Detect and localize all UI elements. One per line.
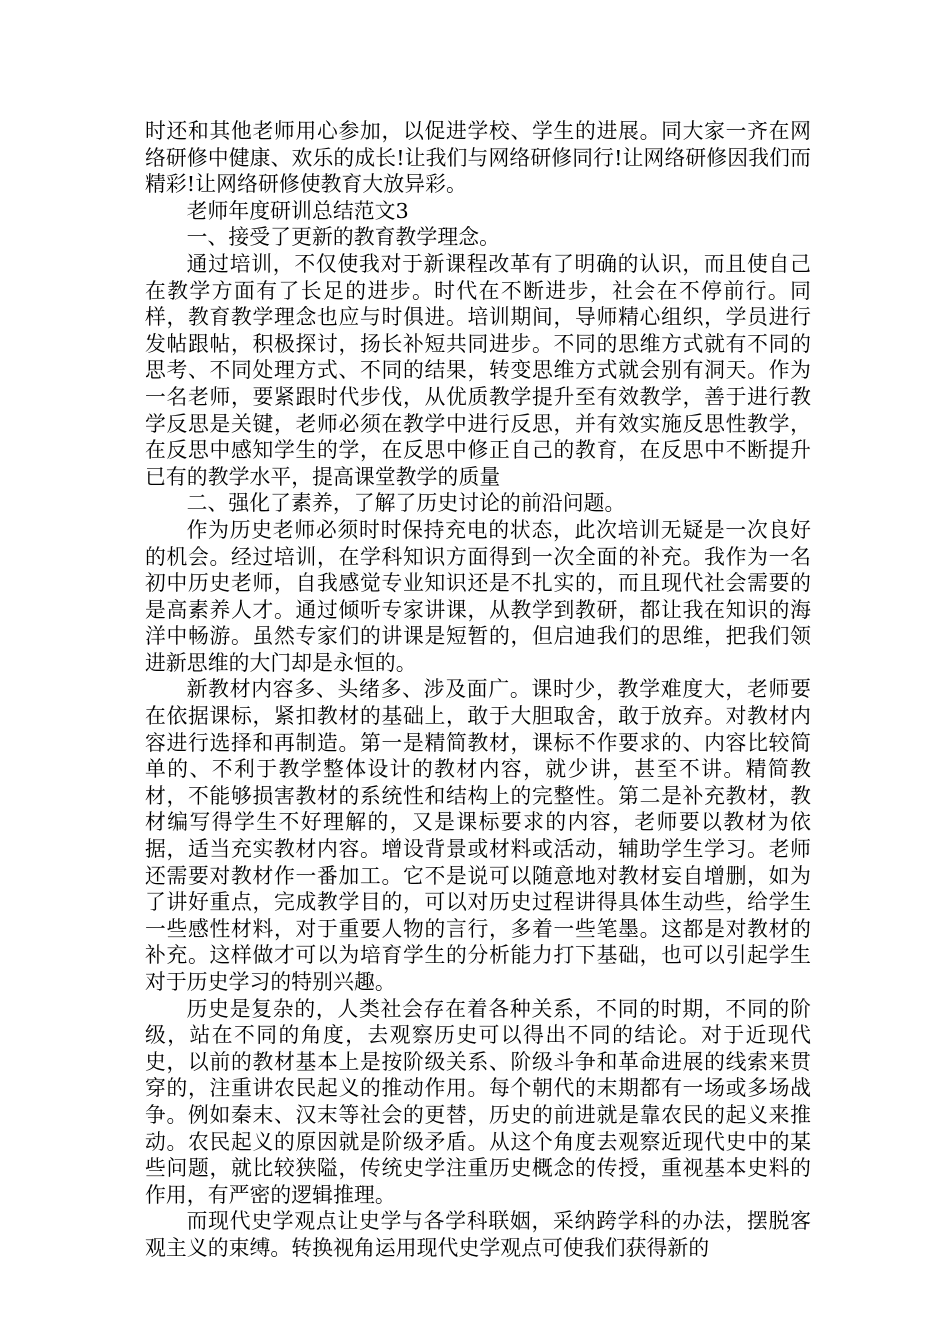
heading-1: 一、接受了更新的教育教学理念。 <box>186 225 501 250</box>
section-title: 老师年度研训总结范文3 <box>186 198 409 223</box>
paragraph-modern-history: 而现代史学观点让史学与各学科联姻，采纳跨学科的办法，摆脱客观主义的束缚。转换视角运用现代史学观点可使我们获得新的 <box>145 1209 811 1260</box>
paragraph-new-textbook: 新教材内容多、头绪多、涉及面广。课时少，教学难度大，老师要在依据课标，紧扣教材的基础上，敢于大胆取舍，敢于放弃。对教材内容进行选择和再制造。第一是精简教材，课标不作要求的、内容比较简单的、不利于教学整体设计的教材内容，就少讲，甚至不讲。精简教材，不能够损害教材的系统性和结构上的完整性。第二是补充教材，教材编写得学生不好理解的，又是课标要求的内容，老师要以教材为依据，适当充实教材内容。增设背景或材料或活动，辅助学生学习。老师还需要对教材作一番加工。它不是说可以随意地对教材妄自增删，如为了讲好重点，完成教学目的，可以对历史过程讲得具体生动些，给学生一些感性材料，对于重要人物的言行，多着一些笔墨。这都是对教材的补充。这样做才可以为培育学生的分析能力打下基础，也可以引起学生对于历史学习的特别兴趣。 <box>145 677 811 994</box>
paragraph-training-reflection: 通过培训，不仅使我对于新课程改革有了明确的认识，而且使自己在教学方面有了长足的进步。时代在不断进步，社会在不停前行。同样，教育教学理念也应与时俱进。培训期间，导师精心组织，学员进行发帖跟帖，积极探讨，扬长补短共同进步。不同的思维方式就有不同的思考、不同处理方式、不同的结果，转变思维方式就会别有洞天。作为一名老师，要紧跟时代步伐，从优质教学提升至有效教学，善于进行教学反思是关键，老师必须在教学中进行反思，并有效实施反思性教学，在反思中感知学生的学，在反思中修正自己的教育，在反思中不断提升已有的教学水平，提高课堂教学的质量 <box>145 251 811 489</box>
document-page <box>145 118 811 1262</box>
paragraph-continuation: 时还和其他老师用心参加，以促进学校、学生的进展。同大家一齐在网络研修中健康、欢乐的成长!让我们与网络研修同行!让网络研修因我们而精彩!让网络研修使教育大放异彩。 <box>145 119 811 197</box>
paragraph-history-teacher: 作为历史老师必须时时保持充电的状态，此次培训无疑是一次良好的机会。经过培训，在学科知识方面得到一次全面的补充。我作为一名初中历史老师，自我感觉专业知识还是不扎实的，而且现代社会需要的是高素养人才。通过倾听专家讲课，从教学到教研，都让我在知识的海洋中畅游。虽然专家们的讲课是短暂的，但启迪我们的思维，把我们领进新思维的大门却是永恒的。 <box>145 517 811 675</box>
paragraph-history-complex: 历史是复杂的，人类社会存在着各种关系，不同的时期，不同的阶级，站在不同的角度，去观察历史可以得出不同的结论。对于近现代史，以前的教材基本上是按阶级关系、阶级斗争和革命进展的线索来贯穿的，注重讲农民起义的推动作用。每个朝代的末期都有一场或多场战争。例如秦末、汉末等社会的更替，历史的前进就是靠农民的起义来推动。农民起义的原因就是阶级矛盾。从这个角度去观察近现代史中的某些问题，就比较狭隘，传统史学注重历史概念的传授，重视基本史料的作用，有严密的逻辑推理。 <box>145 996 811 1207</box>
heading-2: 二、强化了素养，了解了历史讨论的前沿问题。 <box>186 491 626 516</box>
